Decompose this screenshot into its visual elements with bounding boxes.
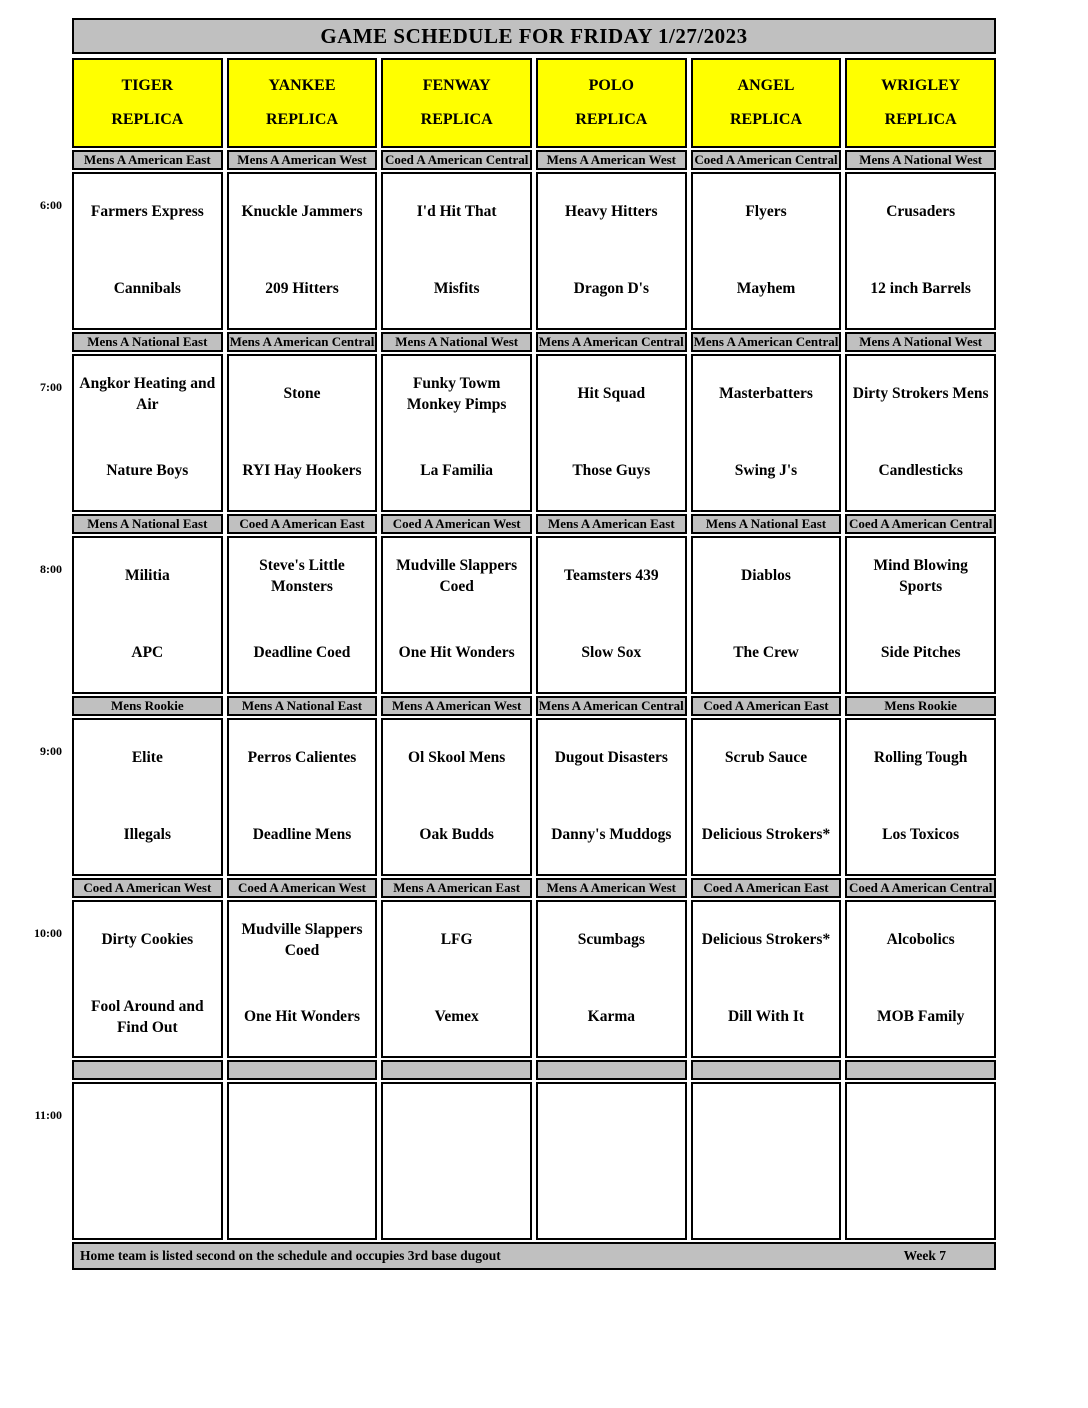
game-cell xyxy=(381,718,532,876)
home-team: Illegals xyxy=(123,826,172,844)
game-cell xyxy=(691,900,842,1058)
game-cell xyxy=(227,536,378,694)
division-label: Mens A American East xyxy=(381,878,532,898)
division-label: Mens A National East xyxy=(691,514,842,534)
away-team: Rolling Tough xyxy=(873,749,968,767)
home-team: Deadline Coed xyxy=(253,644,351,662)
game-cell xyxy=(691,1082,842,1240)
home-team: Nature Boys xyxy=(106,462,189,480)
home-team: 209 Hitters xyxy=(265,280,339,298)
away-team: Heavy Hitters xyxy=(565,203,658,221)
home-team: La Familia xyxy=(420,462,494,480)
division-label xyxy=(691,1060,842,1080)
away-team: Teamsters 439 xyxy=(564,567,659,585)
division-label: Mens Rookie xyxy=(845,696,996,716)
field-header-angel xyxy=(691,58,842,148)
game-cell xyxy=(691,172,842,330)
home-team: Side Pitches xyxy=(880,644,961,662)
division-label: Mens A National West xyxy=(845,150,996,170)
game-row-900 xyxy=(72,718,996,876)
game-cell xyxy=(381,1082,532,1240)
home-team: Dill With It xyxy=(727,1008,805,1026)
field-header-tiger xyxy=(72,58,223,148)
division-label: Mens A American East xyxy=(536,514,687,534)
division-label: Coed A American West xyxy=(72,878,223,898)
game-cell xyxy=(381,354,532,512)
division-label: Coed A American West xyxy=(381,514,532,534)
home-team: The Crew xyxy=(733,644,799,662)
time-label-600: 6:00 xyxy=(40,198,62,212)
division-row-900 xyxy=(72,696,996,716)
division-label: Mens A National East xyxy=(72,514,223,534)
division-row-600 xyxy=(72,150,996,170)
away-team: Elite xyxy=(131,749,163,767)
field-sub: REPLICA xyxy=(265,111,338,129)
away-team: Steve's Little Monsters xyxy=(259,556,345,595)
division-label: Mens A American Central xyxy=(536,696,687,716)
home-team: Slow Sox xyxy=(581,644,642,662)
game-cell xyxy=(72,536,223,694)
game-cell xyxy=(227,1082,378,1240)
away-team: Mudville Slappers Coed xyxy=(241,920,363,959)
division-label: Coed A American Central xyxy=(381,150,532,170)
field-name: YANKEE xyxy=(268,76,336,94)
away-team: Dirty Cookies xyxy=(101,931,194,949)
game-row-700 xyxy=(72,354,996,512)
game-cell xyxy=(536,172,687,330)
field-sub: REPLICA xyxy=(729,111,802,129)
game-row-1000 xyxy=(72,900,996,1058)
field-sub: REPLICA xyxy=(111,111,184,129)
division-label: Mens A American West xyxy=(536,878,687,898)
away-team xyxy=(229,1084,376,1161)
away-team: Stone xyxy=(283,385,321,403)
division-row-1100 xyxy=(72,1060,996,1080)
game-cell xyxy=(227,900,378,1058)
game-cell xyxy=(536,900,687,1058)
game-cell xyxy=(227,354,378,512)
home-team: Karma xyxy=(587,1008,635,1026)
game-cell xyxy=(845,1082,996,1240)
game-cell xyxy=(536,1082,687,1240)
game-row-800 xyxy=(72,536,996,694)
time-label-800: 8:00 xyxy=(40,562,62,576)
game-cell xyxy=(227,718,378,876)
away-team: Mind Blowing Sports xyxy=(873,556,968,595)
division-label: Coed A American East xyxy=(691,878,842,898)
game-cell xyxy=(72,718,223,876)
division-label: Coed A American East xyxy=(227,514,378,534)
home-team: Deadline Mens xyxy=(252,826,352,844)
away-team: Scumbags xyxy=(577,931,645,949)
home-team: Candlesticks xyxy=(878,462,963,480)
schedule-title: GAME SCHEDULE FOR FRIDAY 1/27/2023 xyxy=(72,18,996,54)
division-label: Mens A American West xyxy=(381,696,532,716)
home-team: Mayhem xyxy=(736,280,796,298)
away-team xyxy=(74,1084,221,1161)
game-cell xyxy=(72,1082,223,1240)
home-team: Misfits xyxy=(433,280,480,298)
home-team: Swing J's xyxy=(734,462,798,480)
home-team: One Hit Wonders xyxy=(244,1008,360,1026)
home-team xyxy=(847,1161,994,1238)
division-label xyxy=(72,1060,223,1080)
home-team: MOB Family xyxy=(876,1008,965,1026)
game-row-1100 xyxy=(72,1082,996,1240)
field-sub: REPLICA xyxy=(420,111,493,129)
game-cell xyxy=(845,172,996,330)
field-name: FENWAY xyxy=(422,76,491,94)
division-label xyxy=(381,1060,532,1080)
division-label: Mens A American Central xyxy=(227,332,378,352)
game-cell xyxy=(72,172,223,330)
away-team: Funky Towm Monkey Pimps xyxy=(406,374,507,413)
game-cell xyxy=(845,900,996,1058)
away-team: Dirty Strokers Mens xyxy=(852,385,989,403)
home-team: Dragon D's xyxy=(573,280,649,298)
division-label xyxy=(536,1060,687,1080)
home-team xyxy=(74,1161,221,1238)
division-label: Mens A American West xyxy=(227,150,378,170)
away-team: Farmers Express xyxy=(90,203,204,221)
field-name: POLO xyxy=(588,76,634,94)
away-team: Hit Squad xyxy=(577,385,646,403)
field-header-row xyxy=(72,58,996,148)
away-team: Perros Calientes xyxy=(247,749,357,767)
division-row-800 xyxy=(72,514,996,534)
away-team: Diablos xyxy=(741,567,791,585)
game-cell xyxy=(845,536,996,694)
division-label: Coed A American East xyxy=(691,696,842,716)
game-cell xyxy=(72,900,223,1058)
time-label-1000: 10:00 xyxy=(34,926,62,940)
division-row-1000 xyxy=(72,878,996,898)
away-team: I'd Hit That xyxy=(416,203,497,221)
away-team: Angkor Heating and Air xyxy=(79,374,216,413)
home-team: Fool Around and Find Out xyxy=(91,997,204,1036)
division-label: Coed A American Central xyxy=(691,150,842,170)
field-sub: REPLICA xyxy=(575,111,648,129)
away-team: Militia xyxy=(124,567,170,585)
field-header-wrigley xyxy=(845,58,996,148)
home-team xyxy=(538,1161,685,1238)
away-team: Crusaders xyxy=(886,203,956,221)
field-header-fenway xyxy=(381,58,532,148)
field-sub: REPLICA xyxy=(884,111,957,129)
home-team xyxy=(383,1161,530,1238)
division-label: Mens A National East xyxy=(227,696,378,716)
game-cell xyxy=(845,354,996,512)
time-label-700: 7:00 xyxy=(40,380,62,394)
division-label: Coed A American Central xyxy=(845,878,996,898)
away-team: Delicious Strokers* xyxy=(701,931,831,949)
division-label: Mens A National West xyxy=(845,332,996,352)
game-cell xyxy=(691,718,842,876)
away-team: LFG xyxy=(440,931,473,949)
game-cell xyxy=(72,354,223,512)
home-team: Delicious Strokers* xyxy=(701,826,831,844)
game-cell xyxy=(691,536,842,694)
division-label xyxy=(845,1060,996,1080)
schedule-sheet xyxy=(72,18,996,1270)
field-name: TIGER xyxy=(121,76,174,94)
division-label: Mens A American Central xyxy=(691,332,842,352)
game-cell xyxy=(536,354,687,512)
home-team: Oak Budds xyxy=(419,826,494,844)
home-team: Those Guys xyxy=(572,462,651,480)
away-team xyxy=(383,1084,530,1161)
division-label: Mens A American East xyxy=(72,150,223,170)
home-team xyxy=(229,1161,376,1238)
home-team: RYI Hay Hookers xyxy=(242,462,362,480)
division-label: Coed A American West xyxy=(227,878,378,898)
game-cell xyxy=(381,172,532,330)
division-label: Mens A American Central xyxy=(536,332,687,352)
home-team xyxy=(693,1161,840,1238)
time-label-1100: 11:00 xyxy=(34,1108,62,1122)
division-label: Coed A American Central xyxy=(845,514,996,534)
game-row-600 xyxy=(72,172,996,330)
away-team xyxy=(693,1084,840,1161)
home-team: Cannibals xyxy=(113,280,181,298)
field-header-yankee xyxy=(227,58,378,148)
division-label: Mens A American West xyxy=(536,150,687,170)
game-cell xyxy=(536,718,687,876)
game-cell xyxy=(536,536,687,694)
game-cell xyxy=(691,354,842,512)
division-label: Mens A National East xyxy=(72,332,223,352)
away-team xyxy=(847,1084,994,1161)
away-team: Ol Skool Mens xyxy=(408,749,506,767)
footer-bar xyxy=(72,1242,996,1270)
footer-note: Home team is listed second on the schedule and occupies 3rd base dugout xyxy=(80,1248,501,1263)
away-team: Dugout Disasters xyxy=(554,749,668,767)
home-team: Los Toxicos xyxy=(882,826,960,844)
away-team: Masterbatters xyxy=(719,385,813,403)
time-label-900: 9:00 xyxy=(40,744,62,758)
game-cell xyxy=(381,536,532,694)
game-cell xyxy=(845,718,996,876)
game-cell xyxy=(381,900,532,1058)
home-team: One Hit Wonders xyxy=(398,644,515,662)
game-cell xyxy=(227,172,378,330)
division-label: Mens Rookie xyxy=(72,696,223,716)
away-team: Flyers xyxy=(745,203,787,221)
division-label: Mens A National West xyxy=(381,332,532,352)
away-team: Scrub Sauce xyxy=(724,749,808,767)
home-team: Vemex xyxy=(434,1008,479,1026)
away-team: Alcobolics xyxy=(886,931,955,949)
field-name: ANGEL xyxy=(737,76,795,94)
away-team xyxy=(538,1084,685,1161)
away-team: Knuckle Jammers xyxy=(241,203,363,221)
field-header-polo xyxy=(536,58,687,148)
division-label xyxy=(227,1060,378,1080)
home-team: APC xyxy=(131,644,164,662)
away-team: Mudville Slappers Coed xyxy=(396,556,518,595)
division-row-700 xyxy=(72,332,996,352)
home-team: 12 inch Barrels xyxy=(870,280,971,298)
field-name: WRIGLEY xyxy=(881,76,961,94)
home-team: Danny's Muddogs xyxy=(551,826,672,844)
week-label: Week 7 xyxy=(903,1248,946,1263)
